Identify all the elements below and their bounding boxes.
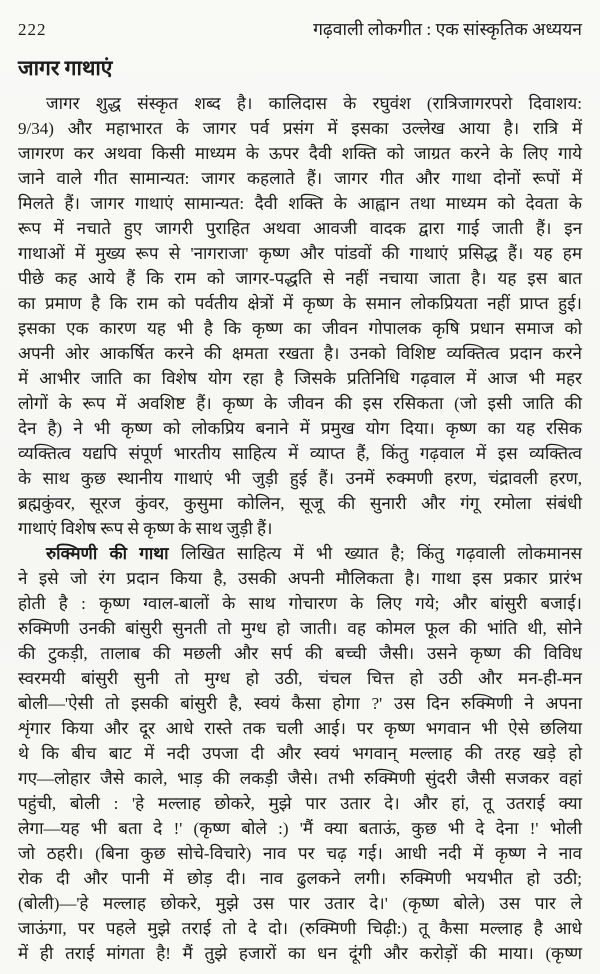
text-line: जाने वाले गीत सामान्यत: जागर कहलाते हैं। जागर गीत और गाथा दोनों रूपों में — [18, 169, 582, 188]
text-line: 9/34) और महाभारत के जागर पर्व प्रसंग में इसका उल्लेख आया है। रात्रि में — [18, 119, 582, 138]
text-line: जागर शुद्ध संस्कृत शब्द है। कालिदास के रघुवंश (रात्रिजागरपरो दिवाशय: — [46, 94, 582, 113]
text-line: ब्रह्मकुंवर, सूरज कुंवर, कुसुमा कोलिन, सूजू की सुनारी और गंगू रमोला संबंधी — [18, 494, 582, 513]
section-heading: जागर गाथाएं — [18, 56, 113, 80]
text-line: की टुकड़ी, तालाब की मछली और सर्प की बच्ची जैसी। उसने कृष्ण की विविध — [18, 644, 582, 663]
text-line-rest: लिखित साहित्य में भी ख्यात है; किंतु गढ़वाली लोकमानस — [168, 544, 582, 563]
text-line: इसका एक कारण यह भी है कि कृष्ण का जीवन गोपालक कृषि प्रधान समाज को — [18, 319, 582, 338]
text-line: रोक दी और पानी में छोड़ दी। नाव ढुलकने लगी। रुक्मिणी भयभीत हो उठी; — [18, 869, 582, 888]
text-line: बोली—'ऐसी तो इसकी बांसुरी है, स्वयं कैसा होगा ?' उस दिन रुक्मिणी ने अपना — [18, 694, 582, 713]
text-line: का प्रमाण है कि राम को पर्वतीय क्षेत्रों में कृष्ण के समान लोकप्रियता नहीं प्राप्त हुई। — [18, 294, 582, 313]
text-line: पहुंची, बोली : 'हे मल्लाह छोकरे, मुझे पार उतार दे। और हां, तू उतराई क्या — [18, 794, 582, 813]
page-number: 222 — [18, 20, 47, 39]
book-title: गढ़वाली लोकगीत : एक सांस्कृतिक अध्ययन — [313, 19, 582, 39]
text-line: (बोली)—'हे मल्लाह छोकरे, मुझे उस पार उतार दे।' (कृष्ण बोले) उस पार ले — [18, 894, 582, 913]
text-line — [18, 541, 582, 566]
text-line: होती है : कृष्ण ग्वाल-बालों के साथ गोचारण के लिए गये; और बांसुरी बजाई। — [18, 594, 582, 613]
text-line: जागरण कर अथवा किसी माध्यम के ऊपर दैवी शक्ति को जाग्रत करने के लिए गाये — [18, 144, 582, 163]
text-line: में आभीर जाति का विशेष योग रहा है जिसके प्रतिनिधि गढ़वाल में आज भी महर — [18, 369, 582, 388]
body-text — [18, 91, 582, 966]
text-line: मिलते हैं। जागर गाथाएं सामान्यत: दैवी शक्ति के आह्वान तथा माध्यम को देवता के — [18, 194, 582, 213]
text-line: जो ठहरी। (बिना कुछ सोचे-विचारे) नाव पर चढ़ गई। आधी नदी में कृष्ण ने नाव — [18, 844, 582, 863]
text-line: व्यक्तित्व यद्यपि संपूर्ण भारतीय साहित्य में व्याप्त हैं, किंतु गढ़वाल में इस व्यक्तित्व — [18, 444, 582, 463]
text-line: रूप में नचाते हुए जागरी पुराहित अथवा आवजी वादक द्वारा गाई जाती हैं। इन — [18, 219, 582, 238]
text-line: थे कि बीच बाट में नदी उपजा दी और स्वयं भगवान् मल्लाह की तरह खड़े हो — [18, 744, 582, 763]
text-line: अपनी ओर आकर्षित करने की क्षमता रखता है। उनको विशिष्ट व्यक्तित्व प्रदान करने — [18, 344, 582, 363]
text-line: रुक्मिणी उनकी बांसुरी सुनती तो मुग्ध हो जाती। वह कोमल फूल की भांति थी, सोने — [18, 619, 582, 638]
text-line: गए—लोहार जैसे काले, भाड़ की लकड़ी जैसे। तभी रुक्मिणी सुंदरी जैसी सजकर वहां — [18, 769, 582, 788]
paragraph-lead-bold: रुक्मिणी की गाथा — [46, 544, 169, 563]
text-line: लोगों के रूप में अवशिष्ट हैं। कृष्ण के जीवन की इस रसिकता (जो इसी जाति की — [18, 394, 582, 413]
text-line: जाऊंगा, पर पहले मुझे तराई तो दे दो। (रुक्मिणी चिढ़ी:) तू कैसा मल्लाह है आधे — [18, 919, 582, 938]
text-line: गाथाओं में मुख्य रूप से 'नागराजा' कृष्ण और पांडवों की गाथाएं प्रसिद्ध हैं। यह हम — [18, 244, 582, 263]
text-line: ने इसे जो रंग प्रदान किया है, उसकी अपनी मौलिकता है। गाथा इस प्रकार प्रारंभ — [18, 569, 582, 588]
text-line: में ही तराई मांगता है! मैं तुझे हजारों का धन दूंगी और करोड़ों की माया। (कृष्ण — [18, 944, 582, 963]
text-line: पीछे कह आये हैं कि राम को जागर-पद्धति से नहीं नचाया जाता है। यह इस बात — [18, 269, 582, 288]
text-line: गाथाएं विशेष रूप से कृष्ण के साथ जुड़ी हैं। — [18, 519, 273, 538]
text-line: के साथ कुछ स्थानीय गाथाएं भी जुड़ी हुई हैं। उनमें रुक्मणी हरण, चंद्रावली हरण, — [18, 469, 582, 488]
page-header — [18, 18, 582, 41]
text-line: लेगा—यह भी बता दे !' (कृष्ण बोले :) 'मैं क्या बताऊं, कुछ भी दे देना !' भोली — [18, 819, 582, 838]
paragraph-jagar-intro — [18, 91, 582, 541]
text-line: शृंगार किया और दूर आधे रास्ते तक चली आई। पर कृष्ण भगवान भी ऐसे छलिया — [18, 719, 582, 738]
text-line: देन है) ने भी कृष्ण को लोकप्रिय बनाने में प्रमुख योग दिया। कृष्ण का यह रसिक — [18, 419, 582, 438]
text-line: स्वरमयी बांसुरी सुनी तो मुग्ध हो उठी, चंचल चित्त हो उठी और मन-ही-मन — [18, 669, 582, 688]
paragraph-rukmini-gatha — [18, 541, 582, 966]
